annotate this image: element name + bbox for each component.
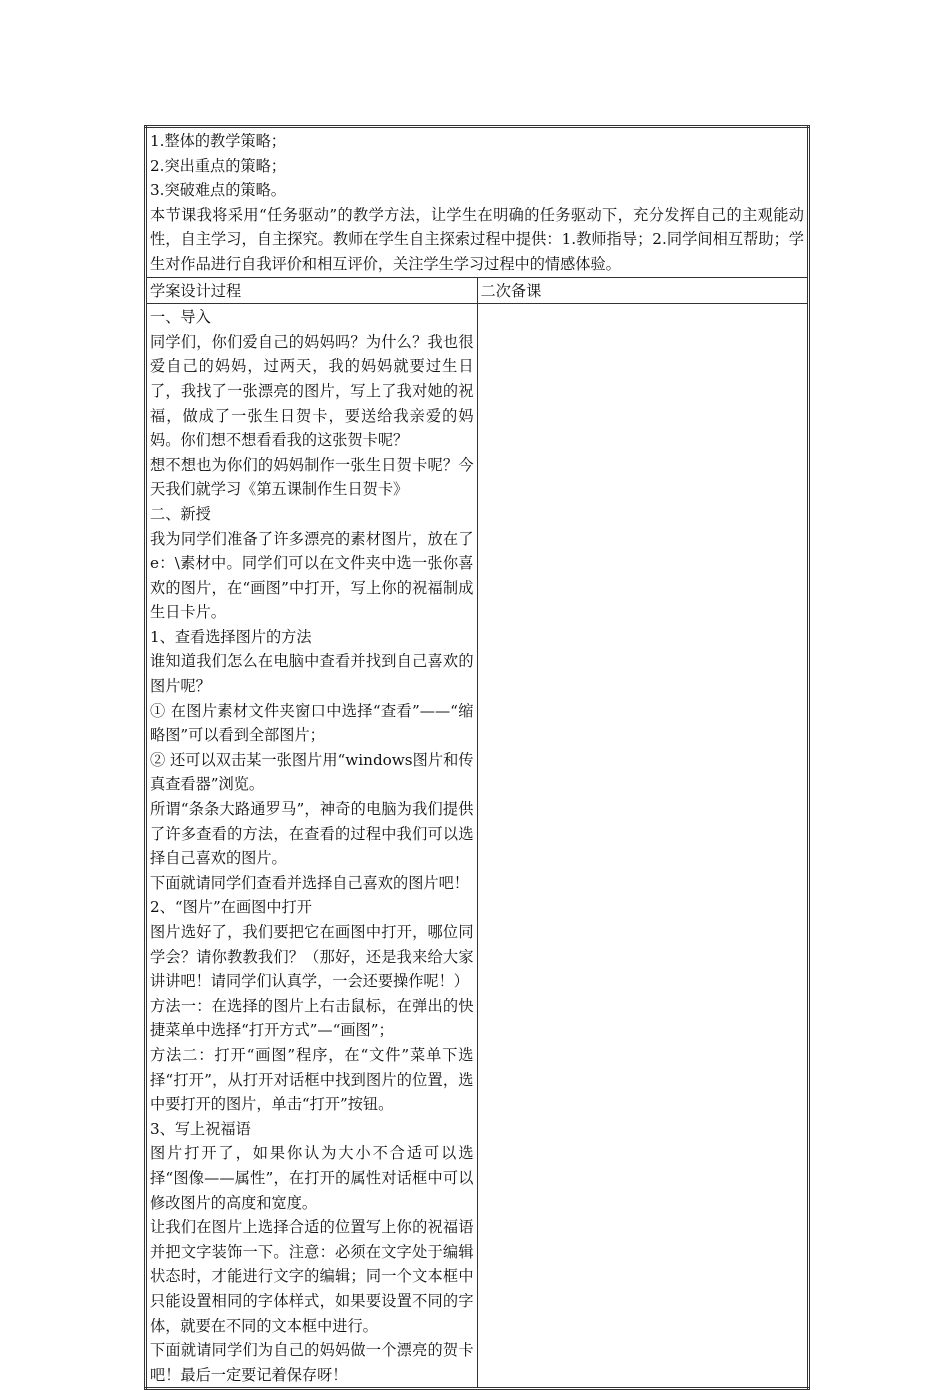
paragraph: 下面就请同学们查看并选择自己喜欢的图片吧！ — [150, 873, 469, 892]
strategy-paragraph: 本节课我将采用“任务驱动”的教学方法，让学生在明确的任务驱动下，充分发挥自己的主观能动性，自主学习，自主探究。教师在学生自主探索过程中提供：1.教师指导；2.同学间相互帮助；学生对作品进行自我评价和相互评价，关注学生学习过程中的情感体验。 — [150, 205, 804, 273]
section-heading: 二、新授 — [150, 504, 211, 523]
subsection-heading: 2、“图片”在画图中打开 — [150, 898, 312, 917]
strategy-row — [146, 127, 809, 278]
strategy-cell — [146, 127, 809, 278]
paragraph: ① 在图片素材文件夹窗口中选择“查看”——“缩略图”可以看到全部图片； — [150, 701, 474, 745]
strategy-item: 1.整体的教学策略； — [150, 132, 286, 150]
strategy-item: 2.突出重点的策略； — [150, 156, 286, 175]
subsection-heading: 1、查看选择图片的方法 — [150, 627, 312, 646]
process-content — [146, 304, 478, 1389]
second-prep-content — [477, 304, 809, 1389]
second-prep-header: 二次备课 — [477, 277, 809, 304]
paragraph: 想不想也为你们的妈妈制作一张生日贺卡呢？今天我们就学习《第五课制作生日贺卡》 — [150, 455, 474, 499]
subsection-heading: 3、写上祝福语 — [150, 1119, 251, 1138]
paragraph: 让我们在图片上选择合适的位置写上你的祝福语并把文字装饰一下。注意：必须在文字处于编辑状态时，才能进行文字的编辑；同一个文本框中只能设置相同的字体样式，如果要设置不同的字体，就要在不同的文本框中进行。 — [150, 1218, 474, 1335]
paragraph: 同学们，你们爱自己的妈妈吗？为什么？我也很爱自己的妈妈，过两天，我的妈妈就要过生日了，我找了一张漂亮的图片，写上了我对她的祝福，做成了一张生日贺卡，要送给我亲爱的妈妈。你们想不想看看我的这张贺卡呢？ — [150, 332, 474, 450]
header-row — [146, 277, 809, 304]
paragraph: 谁知道我们怎么在电脑中查看并找到自己喜欢的图片呢？ — [150, 652, 474, 696]
strategy-item: 3.突破难点的策略。 — [150, 181, 286, 200]
paragraph: 我为同学们准备了许多漂亮的素材图片，放在了e：\素材中。同学们可以在文件夹中选一张你喜欢的图片，在“画图”中打开，写上你的祝福制成生日卡片。 — [150, 529, 474, 622]
paragraph: ② 还可以双击某一张图片用“windows图片和传真查看器”浏览。 — [150, 750, 474, 794]
paragraph: 方法二：打开“画图”程序，在“文件”菜单下选择“打开”，从打开对话框中找到图片的位置，选中要打开的图片，单击“打开”按钮。 — [150, 1045, 474, 1114]
paragraph: 下面就请同学们为自己的妈妈做一个漂亮的贺卡吧！最后一定要记着保存呀！ — [150, 1341, 474, 1384]
paragraph: 方法一：在选择的图片上右击鼠标，在弹出的快捷菜单中选择“打开方式”—“画图”； — [150, 996, 474, 1040]
section-heading: 一、导入 — [150, 308, 211, 327]
content-row — [146, 304, 809, 1389]
process-header: 学案设计过程 — [146, 277, 478, 304]
paragraph: 图片选好了，我们要把它在画图中打开，哪位同学会？请你教教我们？（那好，还是我来给大家讲讲吧！请同学们认真学，一会还要操作呢！） — [150, 923, 474, 991]
lesson-plan-table — [144, 125, 810, 1390]
paragraph: 所谓“条条大路通罗马”，神奇的电脑为我们提供了许多查看的方法，在查看的过程中我们可以选择自己喜欢的图片。 — [150, 800, 474, 868]
paragraph: 图片打开了，如果你认为大小不合适可以选择“图像——属性”，在打开的属性对话框中可以修改图片的高度和宽度。 — [150, 1144, 474, 1212]
